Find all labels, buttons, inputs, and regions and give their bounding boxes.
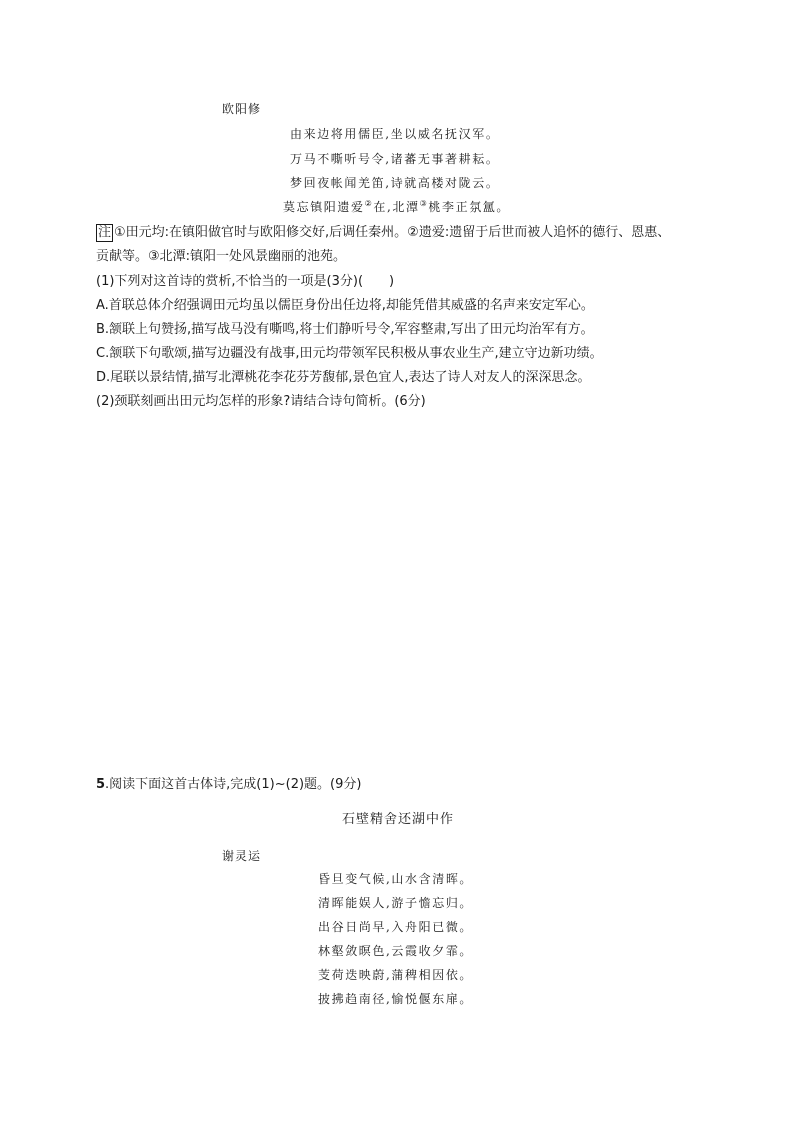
footnote-mark-3: ③ — [419, 199, 429, 208]
poem1-line-4-part1: 莫忘镇阳遗爱 — [283, 200, 365, 214]
poem2-line-3: 出谷日尚早,入舟阳已微。 — [318, 920, 474, 934]
poem1-line-4 — [283, 198, 510, 215]
q1-stem: (1)下列对这首诗的赏析,不恰当的一项是(3分)( ) — [96, 274, 395, 289]
poem1-line-4-part2: 在,北潭 — [373, 200, 420, 214]
poem1-line-1: 由来边将用儒臣,坐以威名抚汉军。 — [290, 127, 500, 141]
q2-stem: (2)颈联刻画出田元均怎样的形象?请结合诗句简析。(6分) — [96, 394, 426, 409]
poem1-line-3: 梦回夜帐闻羌笛,诗就高楼对陇云。 — [290, 176, 500, 190]
poem2-title: 石壁精舍还湖中作 — [342, 812, 455, 827]
note-text-1: ①田元均:在镇阳做官时与欧阳修交好,后调任秦州。②遗爱:遗留于后世而被人追怀的德行、恩惠、 — [114, 225, 671, 240]
poem2-author: 谢灵运 — [222, 849, 262, 863]
note-label-box: 注 — [98, 225, 112, 240]
footnote-mark-2: ② — [364, 199, 374, 208]
note-line-2: 贡献等。③北潭:镇阳一处风景幽丽的池苑。 — [96, 249, 347, 264]
note-line-1 — [96, 221, 670, 242]
q1-option-b: B.颔联上句赞扬,描写战马没有嘶鸣,将士们静听号令,军容整肃,写出了田元均治军有方。 — [96, 322, 594, 337]
poem2-line-5: 芰荷迭映蔚,蒲稗相因依。 — [318, 968, 474, 982]
poem1-author: 欧阳修 — [222, 102, 262, 116]
poem2-line-2: 清晖能娱人,游子憺忘归。 — [318, 896, 474, 910]
poem1-line-4-part3: 桃李正氛氲。 — [428, 200, 510, 214]
q5-stem: .阅读下面这首古体诗,完成(1)~(2)题。(9分) — [105, 777, 362, 792]
q5-number: 5 — [96, 777, 106, 792]
q1-option-a: A.首联总体介绍强调田元均虽以儒臣身份出任边将,却能凭借其威盛的名声来安定军心。 — [96, 298, 594, 313]
q1-option-d: D.尾联以景结情,描写北潭桃花李花芬芳馥郁,景色宜人,表达了诗人对友人的深深思念。 — [96, 370, 591, 385]
poem1-line-2: 万马不嘶听号令,诸蕃无事著耕耘。 — [290, 152, 500, 166]
poem2-line-6: 披拂趋南径,愉悦偃东扉。 — [318, 992, 474, 1006]
poem2-line-4: 林壑敛暝色,云霞收夕霏。 — [318, 944, 474, 958]
q5-stem-line — [96, 773, 361, 792]
q1-option-c: C.颔联下句歌颂,描写边疆没有战事,田元均带领军民积极从事农业生产,建立守边新功绩。 — [96, 346, 603, 361]
poem2-line-1: 昏旦变气候,山水含清晖。 — [318, 872, 474, 886]
